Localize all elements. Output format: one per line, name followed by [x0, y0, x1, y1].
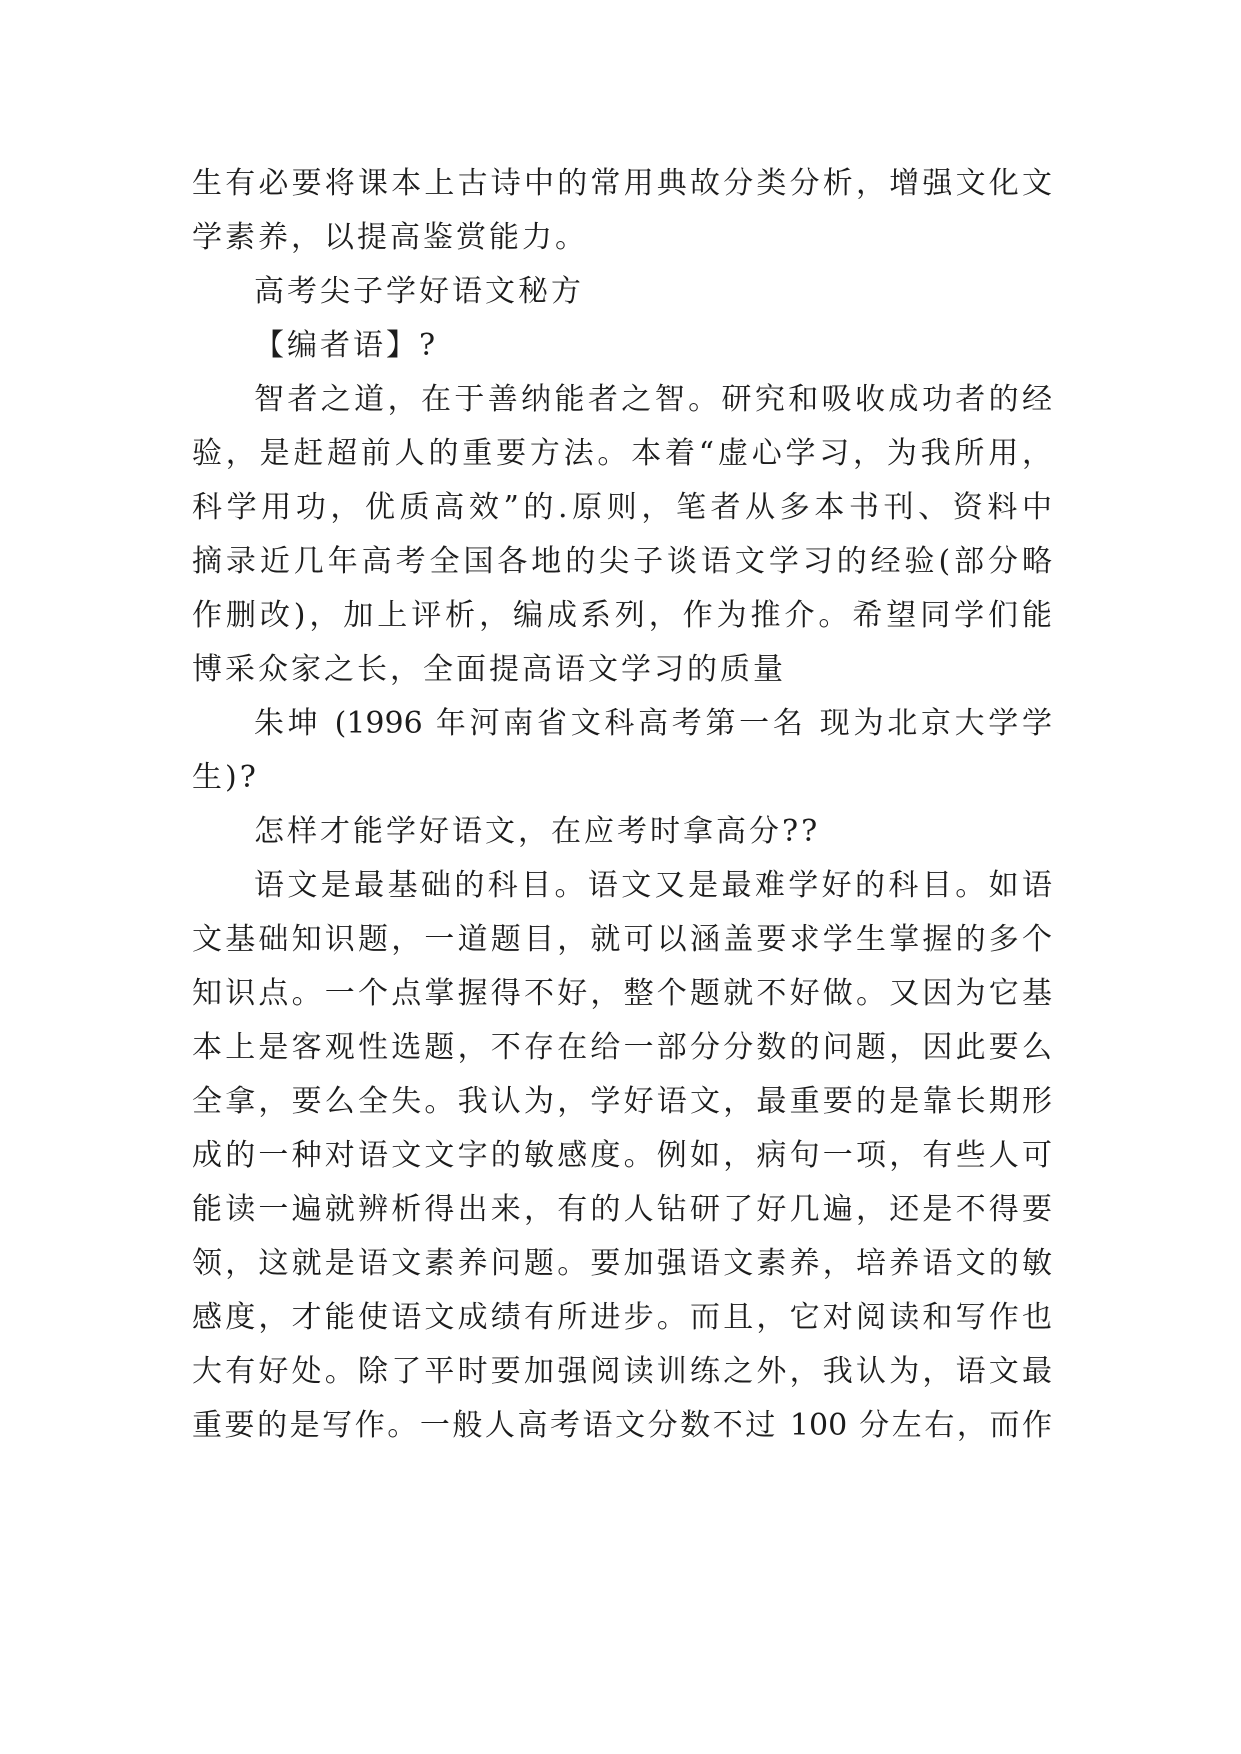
text-line: 本上是客观性选题，不存在给一部分分数的问题，因此要么: [192, 1030, 1052, 1065]
text-line: 智者之道，在于善纳能者之智。研究和吸收成功者的经: [254, 382, 1052, 417]
text-line: 全拿，要么全失。我认为，学好语文，最重要的是靠长期形: [192, 1084, 1052, 1119]
text-line: 摘录近几年高考全国各地的尖子谈语文学习的经验(部分略: [192, 544, 1052, 579]
question-heading: 怎样才能学好语文，在应考时拿高分??: [254, 814, 821, 849]
section-title: 高考尖子学好语文秘方: [254, 274, 584, 309]
text-line: 语文是最基础的科目。语文又是最难学好的科目。如语: [254, 868, 1052, 903]
text-line: 领，这就是语文素养问题。要加强语文素养，培养语文的敏: [192, 1246, 1052, 1281]
editor-note-heading: 【编者语】?: [254, 328, 439, 363]
text-line: 能读一遍就辨析得出来，有的人钻研了好几遍，还是不得要: [192, 1192, 1052, 1227]
text-line: 学素养，以提高鉴赏能力。: [192, 220, 588, 255]
text-line: 知识点。一个点掌握得不好，整个题就不好做。又因为它基: [192, 976, 1052, 1011]
text-line: 验，是赶超前人的重要方法。本着“虚心学习，为我所用，: [192, 436, 1052, 471]
text-line: 大有好处。除了平时要加强阅读训练之外，我认为，语文最: [192, 1354, 1052, 1389]
text-line: 生)?: [192, 760, 259, 795]
text-line: 感度，才能使语文成绩有所进步。而且，它对阅读和写作也: [192, 1300, 1052, 1335]
text-line: 重要的是写作。一般人高考语文分数不过 100 分左右，而作: [192, 1408, 1052, 1443]
text-line: 科学用功，优质高效”的.原则，笔者从多本书刊、资料中: [192, 490, 1052, 525]
text-line: 生有必要将课本上古诗中的常用典故分类分析，增强文化文: [192, 166, 1052, 201]
text-line: 成的一种对语文文字的敏感度。例如，病句一项，有些人可: [192, 1138, 1052, 1173]
text-line: 博采众家之长，全面提高语文学习的质量: [192, 652, 786, 687]
author-line: 朱坤 (1996 年河南省文科高考第一名 现为北京大学学: [254, 706, 1052, 741]
text-line: 作删改)，加上评析，编成系列，作为推介。希望同学们能: [192, 598, 1052, 633]
text-line: 文基础知识题，一道题目，就可以涵盖要求学生掌握的多个: [192, 922, 1052, 957]
